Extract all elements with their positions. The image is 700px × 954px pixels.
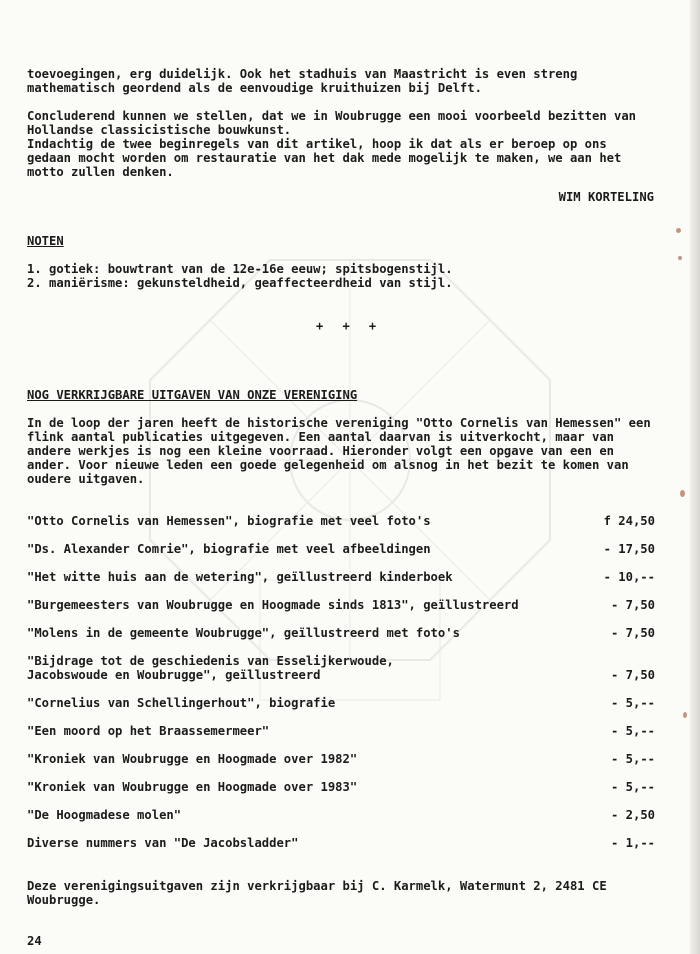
publication-item (27, 654, 655, 682)
publication-price: f 24,50 (603, 514, 655, 528)
stain-mark (683, 712, 687, 718)
publication-title: "Bijdrage tot de geschiedenis van Esselijkerwoude, Jacobswoude en Woubrugge", geïllustreerd (27, 654, 394, 682)
availability-paragraph: Deze verenigingsuitgaven zijn verkrijgbaar bij C. Karmelk, Watermunt 2, 2481 CE Woubrugge. (27, 879, 615, 907)
note-1: 1. gotiek: bouwtrant van de 12e-16e eeuw; spitsbogenstijl. (27, 262, 453, 276)
publication-title: "Kroniek van Woubrugge en Hoogmade over 1983" (27, 780, 358, 794)
publication-price: - 5,-- (610, 780, 655, 794)
publication-title: "Otto Cornelis van Hemessen", biografie met veel foto's (27, 514, 431, 528)
publication-price: - 5,-- (610, 696, 655, 710)
note-2: 2. maniërisme: gekunsteldheid, geaffecteerdheid van stijl. (27, 276, 453, 290)
page-edge-shadow (690, 0, 700, 954)
page-number: 24 (27, 934, 42, 948)
publication-item (27, 780, 655, 794)
author-signature: WIM KORTELING (558, 190, 654, 204)
stain-mark (680, 490, 685, 497)
publication-title: "Burgemeesters van Woubrugge en Hoogmade sinds 1813", geïllustreerd (27, 598, 519, 612)
publication-price: - 7,50 (610, 626, 655, 640)
publication-item (27, 724, 655, 738)
section-separator: + + + (316, 319, 383, 333)
publication-title: "Ds. Alexander Comrie", biografie met veel afbeeldingen (27, 542, 431, 556)
publications-heading: NOG VERKRIJGBARE UITGAVEN VAN ONZE VERENIGING (27, 388, 358, 402)
publication-title: "Kroniek van Woubrugge en Hoogmade over 1982" (27, 752, 358, 766)
publication-price: - 2,50 (610, 808, 655, 822)
stain-mark (678, 256, 682, 260)
notes-heading: NOTEN (27, 234, 64, 248)
conclusion-paragraph: Concluderend kunnen we stellen, dat we in Woubrugge een mooi voorbeeld bezitten van Hollandse classicistische bouwkunst. (27, 109, 644, 137)
publication-item (27, 514, 655, 528)
publication-item (27, 542, 655, 556)
publication-item (27, 570, 655, 584)
intro-paragraph: toevoegingen, erg duidelijk. Ook het stadhuis van Maastricht is even streng mathematisch geordend als de eenvoudige kruithuizen bij Delft. (27, 67, 585, 95)
publication-title: "Het witte huis aan de wetering", geïllustreerd kinderboek (27, 570, 453, 584)
publication-title: "Een moord op het Braassemermeer" (27, 724, 270, 738)
appeal-paragraph: Indachtig de twee beginregels van dit artikel, hoop ik dat als er beroep op ons gedaan mocht worden om restauratie van het dak mede mogelijk te maken, we aan het motto zullen denken. (27, 137, 629, 179)
publication-price: - 7,50 (610, 668, 655, 682)
publication-price: - 10,-- (603, 570, 655, 584)
publication-title: "Molens in de gemeente Woubrugge", geïllustreerd met foto's (27, 626, 460, 640)
publication-item (27, 752, 655, 766)
publication-item (27, 626, 655, 640)
publication-price: - 1,-- (610, 836, 655, 850)
publication-price: - 5,-- (610, 724, 655, 738)
publication-title: Diverse nummers van "De Jacobsladder" (27, 836, 299, 850)
publications-intro: In de loop der jaren heeft de historische vereniging "Otto Cornelis van Hemessen" een flink aantal publicaties uitgegeven. Een aantal daarvan is uitverkocht, maar van andere werkjes is nog een kleine voorraad. Hieronder volgt een opgave van een en ander. Voor nieuwe leden een goede gelegenheid om alsnog in het bezit te komen van oudere uitgaven. (27, 416, 659, 486)
stain-mark (676, 228, 681, 233)
publication-price: - 5,-- (610, 752, 655, 766)
publication-title: "De Hoogmadese molen" (27, 808, 182, 822)
publication-price: - 7,50 (610, 598, 655, 612)
publication-item (27, 836, 655, 850)
publication-title: "Cornelius van Schellingerhout", biografie (27, 696, 336, 710)
publication-item (27, 696, 655, 710)
publication-item (27, 598, 655, 612)
publication-item (27, 808, 655, 822)
publication-price: - 17,50 (603, 542, 655, 556)
